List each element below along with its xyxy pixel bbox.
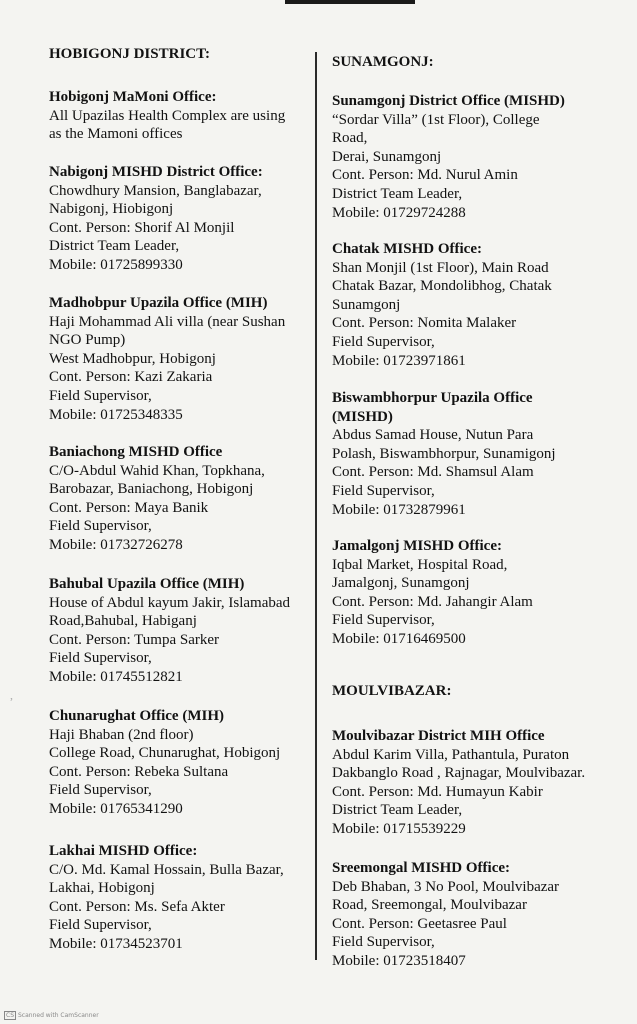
office-line: Road,Bahubal, Habiganj [49,613,197,630]
office-bahubal [49,575,290,687]
office-line: Derai, Sunamgonj [332,148,442,165]
office-title: Nabigonj MISHD District Office: [49,164,263,180]
office-line: Field Supervisor, [332,612,435,629]
office-line: Mobile: 01732726278 [49,536,183,553]
office-line: Mobile: 01716469500 [332,630,466,647]
office-line: Deb Bhaban, 3 No Pool, Moulvibazar [332,878,560,895]
office-line: Shan Monjil (1st Floor), Main Road [332,259,549,276]
office-line: Field Supervisor, [332,333,435,350]
office-sunamgonj-district [332,92,565,222]
office-line: Jamalgonj, Sunamgonj [332,575,470,592]
office-line: C/O. Md. Kamal Hossain, Bulla Bazar, [49,861,284,878]
office-line: Cont. Person: Maya Banik [49,499,209,516]
office-title: Baniachong MISHD Office [49,444,223,460]
office-title: Chunarughat Office (MIH) [49,708,224,724]
office-line: Mobile: 01723518407 [332,952,466,969]
office-line: Cont. Person: Kazi Zakaria [49,369,213,386]
district-heading-sunamgonj: SUNAMGONJ: [332,54,434,70]
office-line: Field Supervisor, [49,650,152,667]
office-madhobpur [49,294,285,424]
office-title-continued: (MISHD) [332,408,393,425]
office-line: Field Supervisor, [49,387,152,404]
office-title: Bahubal Upazila Office (MIH) [49,576,245,592]
office-line: Haji Bhaban (2nd floor) [49,726,194,743]
office-baniachong [49,443,265,555]
office-line: “Sordar Villa” (1st Floor), College [332,111,540,128]
camscanner-badge: CS [6,1012,14,1019]
office-line: Mobile: 01732879961 [332,501,466,518]
district-heading-hobigonj: HOBIGONJ DISTRICT: [49,46,211,62]
scan-speck: , [10,688,13,702]
office-line: Cont. Person: Md. Nurul Amin [332,167,518,184]
office-moulvibazar-district [332,727,585,839]
office-line: Mobile: 01734523701 [49,935,183,952]
office-line: Mobile: 01729724288 [332,204,466,221]
office-title: Sunamgonj District Office (MISHD) [332,93,565,109]
office-line: Mobile: 01715539229 [332,820,466,837]
office-title: Hobigonj MaMoni Office: [49,89,217,105]
office-line: Field Supervisor, [49,518,152,535]
office-line: Mobile: 01725348335 [49,406,183,423]
office-title: Moulvibazar District MIH Office [332,728,545,744]
office-hobigonj-mamoni [49,88,285,144]
office-line: West Madhobpur, Hobigonj [49,350,216,367]
office-line: Barobazar, Baniachong, Hobigonj [49,481,254,498]
office-title: Madhobpur Upazila Office (MIH) [49,295,268,311]
office-line: House of Abdul kayum Jakir, Islamabad [49,594,291,611]
office-chunarughat [49,707,280,819]
office-title: Chatak MISHD Office: [332,241,482,257]
office-line: NGO Pump) [49,332,126,349]
office-line: District Team Leader, [332,802,463,819]
office-line: Mobile: 01765341290 [49,800,183,817]
office-line: Field Supervisor, [49,917,152,934]
office-line: as the Mamoni offices [49,126,183,143]
office-line: Haji Mohammad Ali villa (near Sushan [49,313,286,330]
office-title: Sreemongal MISHD Office: [332,860,511,876]
office-nabigonj [49,163,263,275]
office-line: All Upazilas Health Complex are using [49,107,286,124]
office-line: Chatak Bazar, Mondolibhog, Chatak [332,278,552,295]
office-title: Jamalgonj MISHD Office: [332,538,502,554]
office-title: Biswambhorpur Upazila Office [332,390,533,406]
office-line: Mobile: 01725899330 [49,256,183,273]
office-sreemongal [332,859,559,971]
office-line: Cont. Person: Md. Shamsul Alam [332,464,534,481]
office-line: Chowdhury Mansion, Banglabazar, [49,182,262,199]
office-line: Cont. Person: Geetasree Paul [332,915,507,932]
office-chatak [332,240,552,370]
office-line: Cont. Person: Shorif Al Monjil [49,219,235,236]
office-line: College Road, Chunarughat, Hobigonj [49,745,281,762]
office-line: Polash, Biswambhorpur, Sunamigonj [332,445,556,462]
office-jamalgonj [332,537,533,649]
office-biswambhorpur [332,389,556,519]
office-line: Abdus Samad House, Nutun Para [332,427,534,444]
office-line: Cont. Person: Rebeka Sultana [49,763,229,780]
office-line: Field Supervisor, [49,782,152,799]
office-line: Sunamgonj [332,296,401,313]
office-line: Road, [332,130,368,147]
office-line: Iqbal Market, Hospital Road, [332,556,508,573]
office-line: Mobile: 01745512821 [49,668,183,685]
office-line: Cont. Person: Tumpa Sarker [49,631,220,648]
office-line: Mobile: 01723971861 [332,352,466,369]
office-line: Road, Sreemongal, Moulvibazar [332,897,527,914]
office-line: Cont. Person: Md. Jahangir Alam [332,593,533,610]
top-edge-bar [285,0,415,4]
office-line: District Team Leader, [332,185,463,202]
camscanner-text: Scanned with CamScanner [18,1012,99,1019]
office-title: Lakhai MISHD Office: [49,843,198,859]
district-heading-moulvibazar: MOULVIBAZAR: [332,683,452,699]
office-line: Cont. Person: Nomita Malaker [332,315,517,332]
scanner-watermark [4,1011,99,1020]
office-line: Lakhai, Hobigonj [49,880,155,897]
office-lakhai [49,842,284,954]
office-line: Cont. Person: Ms. Sefa Akter [49,898,225,915]
office-line: Field Supervisor, [332,934,435,951]
office-line: Abdul Karim Villa, Pathantula, Puraton [332,746,570,763]
office-line: Field Supervisor, [332,482,435,499]
office-line: District Team Leader, [49,238,180,255]
office-line: Dakbanglo Road , Rajnagar, Moulvibazar. [332,765,586,782]
column-divider [315,52,317,960]
office-line: Nabigonj, Hiobigonj [49,201,174,218]
office-line: Cont. Person: Md. Humayun Kabir [332,783,543,800]
office-line: C/O-Abdul Wahid Khan, Topkhana, [49,462,265,479]
